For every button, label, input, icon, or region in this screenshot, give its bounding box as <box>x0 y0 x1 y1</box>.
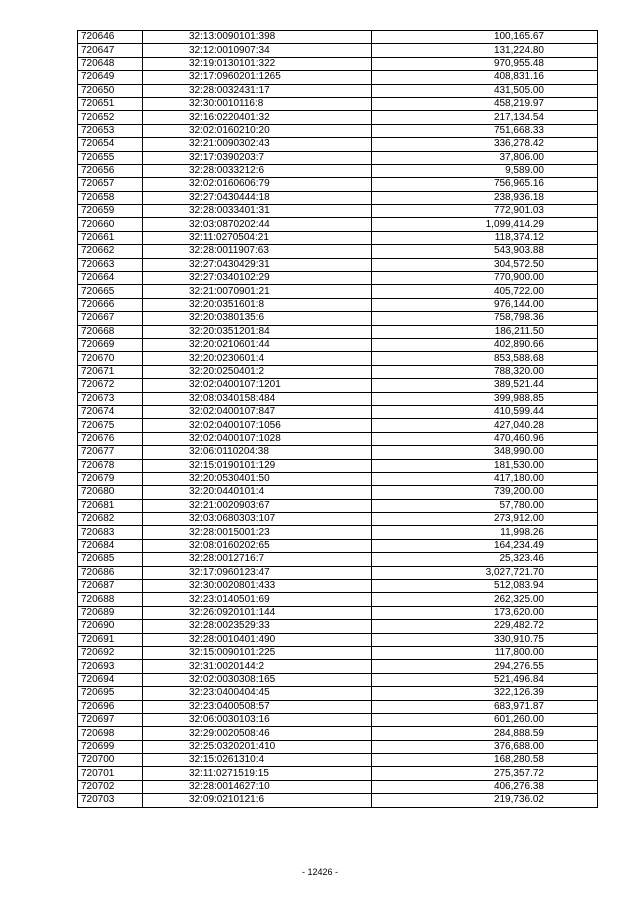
cadastral-number-cell: 32:28:0011907:63 <box>143 245 372 258</box>
table-row <box>78 245 598 258</box>
record-id-cell: 720691 <box>78 633 143 646</box>
cadastral-number-cell: 32:20:0351601:8 <box>143 298 372 311</box>
table-row <box>78 780 598 793</box>
table-row <box>78 392 598 405</box>
table-row <box>78 673 598 686</box>
amount-cell: 405,722.00 <box>372 285 598 298</box>
table-row <box>78 633 598 646</box>
cadastral-number-cell: 32:28:0033401:31 <box>143 205 372 218</box>
record-id-cell: 720702 <box>78 780 143 793</box>
record-id-cell: 720651 <box>78 97 143 110</box>
record-id-cell: 720668 <box>78 325 143 338</box>
record-id-cell: 720681 <box>78 499 143 512</box>
cadastral-number-cell: 32:30:0020801:433 <box>143 580 372 593</box>
amount-cell: 330,910.75 <box>372 633 598 646</box>
table-row <box>78 285 598 298</box>
amount-cell: 1,099,414.29 <box>372 218 598 231</box>
table-row <box>78 526 598 539</box>
cadastral-number-cell: 32:28:0012716:7 <box>143 553 372 566</box>
table-row <box>78 499 598 512</box>
amount-cell: 601,260.00 <box>372 713 598 726</box>
amount-cell: 100,165.67 <box>372 31 598 44</box>
table-row <box>78 486 598 499</box>
amount-cell: 164,234.49 <box>372 539 598 552</box>
table-row <box>78 191 598 204</box>
amount-cell: 118,374.12 <box>372 231 598 244</box>
cadastral-number-cell: 32:21:0090302:43 <box>143 138 372 151</box>
record-id-cell: 720679 <box>78 472 143 485</box>
cadastral-number-cell: 32:03:0680303:107 <box>143 513 372 526</box>
amount-cell: 262,325.00 <box>372 593 598 606</box>
amount-cell: 406,276.38 <box>372 780 598 793</box>
amount-cell: 229,482.72 <box>372 620 598 633</box>
page-number: - 12426 - <box>301 867 339 877</box>
amount-cell: 219,736.02 <box>372 794 598 807</box>
cadastral-number-cell: 32:08:0160202:65 <box>143 539 372 552</box>
record-id-cell: 720696 <box>78 700 143 713</box>
table-row <box>78 446 598 459</box>
amount-cell: 410,599.44 <box>372 405 598 418</box>
amount-cell: 9,589.00 <box>372 164 598 177</box>
amount-cell: 284,888.59 <box>372 727 598 740</box>
amount-cell: 417,180.00 <box>372 472 598 485</box>
table-row <box>78 124 598 137</box>
record-id-cell: 720680 <box>78 486 143 499</box>
table-row <box>78 472 598 485</box>
amount-cell: 408,831.16 <box>372 71 598 84</box>
record-id-cell: 720686 <box>78 566 143 579</box>
table-row <box>78 794 598 807</box>
amount-cell: 25,323.46 <box>372 553 598 566</box>
table-row <box>78 151 598 164</box>
amount-cell: 3,027,721.70 <box>372 566 598 579</box>
cadastral-number-cell: 32:23:0400404:45 <box>143 687 372 700</box>
table-row <box>78 660 598 673</box>
table-row <box>78 272 598 285</box>
record-id-cell: 720659 <box>78 205 143 218</box>
amount-cell: 543,903.88 <box>372 245 598 258</box>
amount-cell: 756,965.16 <box>372 178 598 191</box>
record-id-cell: 720682 <box>78 513 143 526</box>
cadastral-number-cell: 32:20:0380135:6 <box>143 312 372 325</box>
table-row <box>78 258 598 271</box>
amount-cell: 275,357.72 <box>372 767 598 780</box>
cadastral-number-cell: 32:21:0020903:67 <box>143 499 372 512</box>
cadastral-number-cell: 32:28:0033212:6 <box>143 164 372 177</box>
cadastral-number-cell: 32:21:0070901:21 <box>143 285 372 298</box>
table-row <box>78 111 598 124</box>
table-row <box>78 593 598 606</box>
table-row <box>78 379 598 392</box>
record-id-cell: 720663 <box>78 258 143 271</box>
table-row <box>78 325 598 338</box>
cadastral-number-cell: 32:02:0400107:1028 <box>143 432 372 445</box>
amount-cell: 683,971.87 <box>372 700 598 713</box>
record-id-cell: 720670 <box>78 352 143 365</box>
record-id-cell: 720701 <box>78 767 143 780</box>
record-id-cell: 720699 <box>78 740 143 753</box>
amount-cell: 348,990.00 <box>372 446 598 459</box>
table-row <box>78 71 598 84</box>
cadastral-number-cell: 32:08:0340158:484 <box>143 392 372 405</box>
amount-cell: 788,320.00 <box>372 365 598 378</box>
record-id-cell: 720647 <box>78 44 143 57</box>
cadastral-number-cell: 32:23:0140501:69 <box>143 593 372 606</box>
table-row <box>78 338 598 351</box>
amount-cell: 294,276.55 <box>372 660 598 673</box>
cadastral-number-cell: 32:15:0190101:129 <box>143 459 372 472</box>
amount-cell: 173,620.00 <box>372 606 598 619</box>
amount-cell: 853,588.68 <box>372 352 598 365</box>
record-id-cell: 720653 <box>78 124 143 137</box>
amount-cell: 470,460.96 <box>372 432 598 445</box>
record-id-cell: 720688 <box>78 593 143 606</box>
table-row <box>78 580 598 593</box>
cadastral-number-cell: 32:20:0530401:50 <box>143 472 372 485</box>
record-id-cell: 720678 <box>78 459 143 472</box>
record-id-cell: 720694 <box>78 673 143 686</box>
cadastral-number-cell: 32:29:0020508:46 <box>143 727 372 740</box>
cadastral-number-cell: 32:06:0110204:38 <box>143 446 372 459</box>
record-id-cell: 720646 <box>78 31 143 44</box>
amount-cell: 336,278.42 <box>372 138 598 151</box>
table-row <box>78 713 598 726</box>
amount-cell: 238,936.18 <box>372 191 598 204</box>
record-id-cell: 720665 <box>78 285 143 298</box>
record-id-cell: 720648 <box>78 57 143 70</box>
amount-cell: 37,806.00 <box>372 151 598 164</box>
cadastral-number-cell: 32:20:0230601:4 <box>143 352 372 365</box>
cadastral-number-cell: 32:15:0090101:225 <box>143 646 372 659</box>
cadastral-number-cell: 32:06:0030103:16 <box>143 713 372 726</box>
cadastral-number-cell: 32:16:0220401:32 <box>143 111 372 124</box>
cadastral-number-cell: 32:31:0020144:2 <box>143 660 372 673</box>
record-id-cell: 720689 <box>78 606 143 619</box>
cadastral-number-cell: 32:09:0210121:6 <box>143 794 372 807</box>
amount-cell: 770,900.00 <box>372 272 598 285</box>
amount-cell: 186,211.50 <box>372 325 598 338</box>
amount-cell: 168,280.58 <box>372 754 598 767</box>
cadastral-number-cell: 32:25:0320201:410 <box>143 740 372 753</box>
cadastral-number-cell: 32:02:0160210:20 <box>143 124 372 137</box>
cadastral-number-cell: 32:28:0032431:17 <box>143 84 372 97</box>
table-row <box>78 539 598 552</box>
table-row <box>78 205 598 218</box>
record-id-cell: 720683 <box>78 526 143 539</box>
amount-cell: 772,901.03 <box>372 205 598 218</box>
cadastral-number-cell: 32:17:0960123:47 <box>143 566 372 579</box>
cadastral-number-cell: 32:17:0960201:1265 <box>143 71 372 84</box>
record-id-cell: 720677 <box>78 446 143 459</box>
record-id-cell: 720690 <box>78 620 143 633</box>
cadastral-number-cell: 32:02:0400107:1056 <box>143 419 372 432</box>
record-id-cell: 720652 <box>78 111 143 124</box>
amount-cell: 521,496.84 <box>372 673 598 686</box>
table-row <box>78 754 598 767</box>
record-id-cell: 720673 <box>78 392 143 405</box>
record-id-cell: 720666 <box>78 298 143 311</box>
table-row <box>78 84 598 97</box>
amount-cell: 976,144.00 <box>372 298 598 311</box>
table-row <box>78 164 598 177</box>
amount-cell: 57,780.00 <box>372 499 598 512</box>
table-row <box>78 606 598 619</box>
record-id-cell: 720655 <box>78 151 143 164</box>
cadastral-number-cell: 32:19:0130101:322 <box>143 57 372 70</box>
amount-cell: 427,040.28 <box>372 419 598 432</box>
amount-cell: 970,955.48 <box>372 57 598 70</box>
cadastral-number-cell: 32:26:0920101:144 <box>143 606 372 619</box>
cadastral-number-cell: 32:23:0400508:57 <box>143 700 372 713</box>
table-row <box>78 57 598 70</box>
cadastral-number-cell: 32:13:0090101:398 <box>143 31 372 44</box>
cadastral-number-cell: 32:28:0023529:33 <box>143 620 372 633</box>
amount-cell: 304,572.50 <box>372 258 598 271</box>
record-id-cell: 720661 <box>78 231 143 244</box>
table-row <box>78 687 598 700</box>
record-id-cell: 720654 <box>78 138 143 151</box>
cadastral-number-cell: 32:12:0010907:34 <box>143 44 372 57</box>
record-id-cell: 720675 <box>78 419 143 432</box>
amount-cell: 751,668.33 <box>372 124 598 137</box>
record-id-cell: 720656 <box>78 164 143 177</box>
table-row <box>78 405 598 418</box>
table-row <box>78 513 598 526</box>
amount-cell: 402,890.66 <box>372 338 598 351</box>
table-row <box>78 432 598 445</box>
amount-cell: 512,083.94 <box>372 580 598 593</box>
cadastral-number-cell: 32:30:0010116:8 <box>143 97 372 110</box>
cadastral-number-cell: 32:15:0261310:4 <box>143 754 372 767</box>
amount-cell: 458,219.97 <box>372 97 598 110</box>
amount-cell: 399,988.85 <box>372 392 598 405</box>
record-id-cell: 720698 <box>78 727 143 740</box>
table-row <box>78 365 598 378</box>
table-row <box>78 178 598 191</box>
record-id-cell: 720674 <box>78 405 143 418</box>
amount-cell: 117,800.00 <box>372 646 598 659</box>
amount-cell: 758,798.36 <box>372 312 598 325</box>
record-id-cell: 720700 <box>78 754 143 767</box>
table-row <box>78 352 598 365</box>
table-row <box>78 419 598 432</box>
cadastral-number-cell: 32:17:0390203:7 <box>143 151 372 164</box>
record-id-cell: 720695 <box>78 687 143 700</box>
record-id-cell: 720667 <box>78 312 143 325</box>
table-row <box>78 646 598 659</box>
table-row <box>78 312 598 325</box>
table-row <box>78 298 598 311</box>
table-row <box>78 767 598 780</box>
amount-cell: 389,521.44 <box>372 379 598 392</box>
record-id-cell: 720693 <box>78 660 143 673</box>
record-id-cell: 720672 <box>78 379 143 392</box>
record-id-cell: 720649 <box>78 71 143 84</box>
cadastral-number-cell: 32:28:0014627:10 <box>143 780 372 793</box>
record-id-cell: 720676 <box>78 432 143 445</box>
table-row <box>78 138 598 151</box>
table-row <box>78 97 598 110</box>
table-row <box>78 218 598 231</box>
amount-cell: 739,200.00 <box>372 486 598 499</box>
table-row <box>78 727 598 740</box>
amount-cell: 431,505.00 <box>372 84 598 97</box>
records-table <box>77 30 598 808</box>
record-id-cell: 720660 <box>78 218 143 231</box>
record-id-cell: 720658 <box>78 191 143 204</box>
amount-cell: 181,530.00 <box>372 459 598 472</box>
cadastral-number-cell: 32:28:0010401:490 <box>143 633 372 646</box>
amount-cell: 11,998.26 <box>372 526 598 539</box>
amount-cell: 376,688.00 <box>372 740 598 753</box>
record-id-cell: 720650 <box>78 84 143 97</box>
record-id-cell: 720669 <box>78 338 143 351</box>
cadastral-number-cell: 32:20:0351201:84 <box>143 325 372 338</box>
cadastral-number-cell: 32:27:0430429:31 <box>143 258 372 271</box>
records-table-body <box>78 31 598 808</box>
record-id-cell: 720685 <box>78 553 143 566</box>
cadastral-number-cell: 32:02:0400107:847 <box>143 405 372 418</box>
record-id-cell: 720697 <box>78 713 143 726</box>
amount-cell: 217,134.54 <box>372 111 598 124</box>
table-row <box>78 231 598 244</box>
table-row <box>78 566 598 579</box>
amount-cell: 322,126.39 <box>372 687 598 700</box>
table-row <box>78 740 598 753</box>
table-row <box>78 700 598 713</box>
cadastral-number-cell: 32:02:0030308:165 <box>143 673 372 686</box>
cadastral-number-cell: 32:02:0400107:1201 <box>143 379 372 392</box>
cadastral-number-cell: 32:20:0250401:2 <box>143 365 372 378</box>
table-row <box>78 31 598 44</box>
cadastral-number-cell: 32:28:0015001:23 <box>143 526 372 539</box>
cadastral-number-cell: 32:20:0440101:4 <box>143 486 372 499</box>
record-id-cell: 720684 <box>78 539 143 552</box>
record-id-cell: 720671 <box>78 365 143 378</box>
amount-cell: 273,912.00 <box>372 513 598 526</box>
cadastral-number-cell: 32:11:0270504:21 <box>143 231 372 244</box>
cadastral-number-cell: 32:27:0340102:29 <box>143 272 372 285</box>
record-id-cell: 720662 <box>78 245 143 258</box>
cadastral-number-cell: 32:11:0271519:15 <box>143 767 372 780</box>
record-id-cell: 720687 <box>78 580 143 593</box>
table-row <box>78 620 598 633</box>
table-row <box>78 459 598 472</box>
cadastral-number-cell: 32:02:0160606:79 <box>143 178 372 191</box>
record-id-cell: 720692 <box>78 646 143 659</box>
record-id-cell: 720664 <box>78 272 143 285</box>
cadastral-number-cell: 32:27:0430444:18 <box>143 191 372 204</box>
amount-cell: 131,224.80 <box>372 44 598 57</box>
cadastral-number-cell: 32:20:0210601:44 <box>143 338 372 351</box>
cadastral-number-cell: 32:03:0870202:44 <box>143 218 372 231</box>
record-id-cell: 720703 <box>78 794 143 807</box>
record-id-cell: 720657 <box>78 178 143 191</box>
table-row <box>78 553 598 566</box>
table-row <box>78 44 598 57</box>
